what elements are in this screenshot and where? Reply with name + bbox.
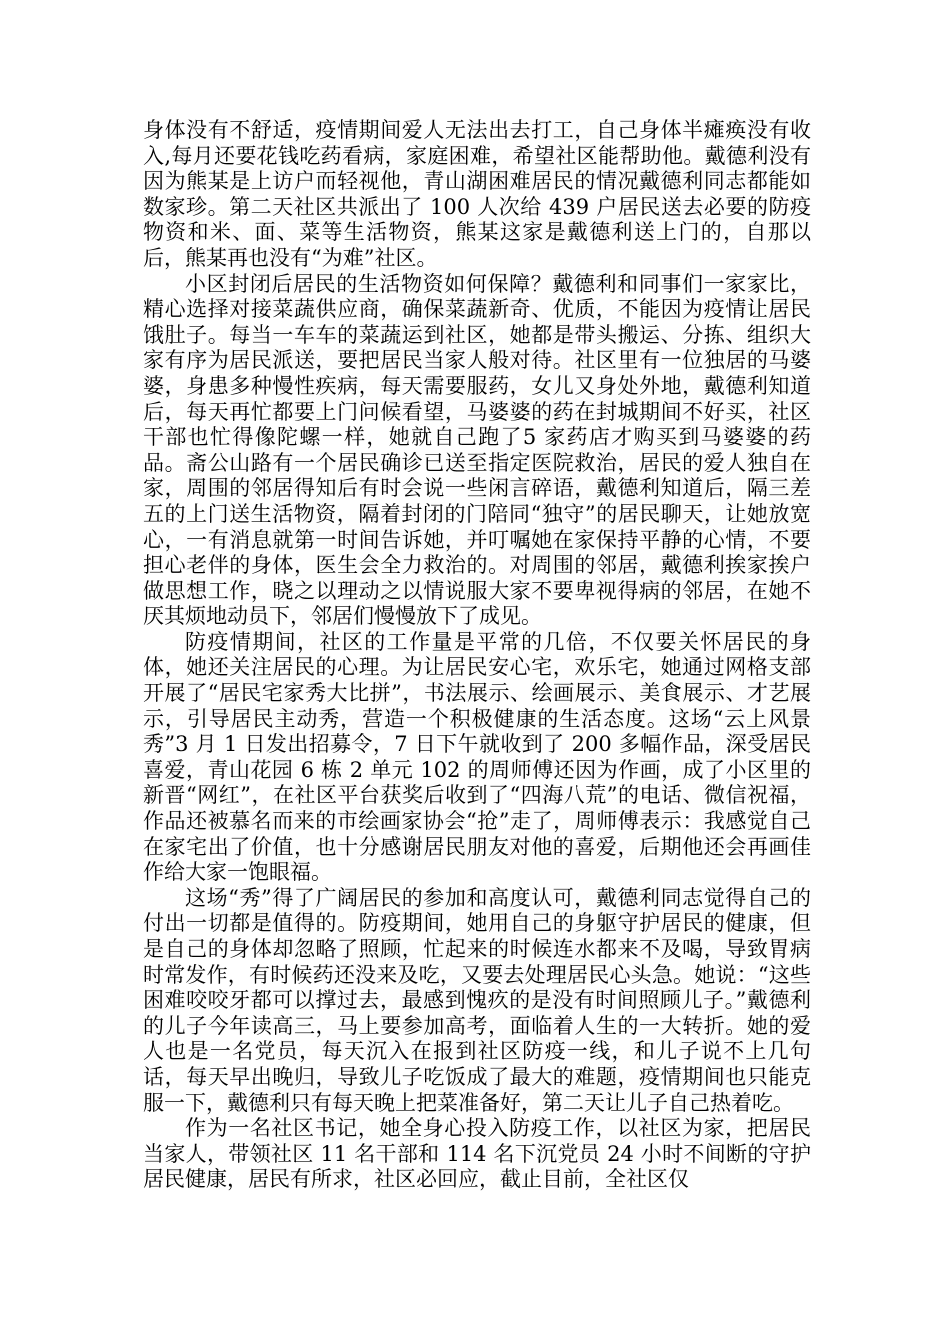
paragraph-show-contest: 防疫情期间，社区的工作量是平常的几倍，不仅要关怀居民的身体，她还关注居民的心理。为让居民安心宅，欢乐宅，她通过网格支部开展了“居民宅家秀大比拼”，书法展示、绘画展示、美食展示、才艺展示，引导居民主动秀，营造一个积极健康的生活态度。这场“云上风景秀”3 月 1 日发出招募令，7 日下午就收到了 200 多幅作品，深受居民喜爱，青山花园 6 栋 2 单元 102 的周师傅还因为作画，成了小区里的新晋“网红”，在社区平台获奖后收到了“四海八荒”的电话、微信祝福，作品还被慕名而来的市绘画家协会“抢”走了，周师傅表示：我感觉自己在家宅出了价值，也十分感谢居民朋友对他的喜爱，后期他还会再画佳作给大家一饱眼福。 [143, 629, 811, 885]
body-text [143, 118, 811, 1193]
paragraph-supplies: 小区封闭后居民的生活物资如何保障？戴德利和同事们一家家比，精心选择对接菜蔬供应商，确保菜蔬新奇、优质，不能因为疫情让居民饿肚子。每当一车车的菜蔬运到社区，她都是带头搬运、分拣、组织大家有序为居民派送，要把居民当家人般对待。社区里有一位独居的马婆婆，身患多种慢性疾病，每天需要服药，女儿又身处外地，戴德利知道后，每天再忙都要上门问候看望，马婆婆的药在封城期间不好买，社区干部也忙得像陀螺一样，她就自己跑了5 家药店才购买到马婆婆的药品。斋公山路有一个居民确诊已送至指定医院救治，居民的爱人独自在家，周围的邻居得知后有时会说一些闲言碎语，戴德利知道后，隔三差五的上门送生活物资，隔着封闭的门陪同“独守”的居民聊天，让她放宽心，一有消息就第一时间告诉她，并叮嘱她在家保持平静的心情，不要担心老伴的身体，医生会全力救治的。对周围的邻居，戴德利挨家挨户做思想工作，晓之以理动之以情说服大家不要卑视得病的邻居，在她不厌其烦地动员下，邻居们慢慢放下了成见。 [143, 271, 811, 629]
paragraph-sacrifice: 这场“秀”得了广阔居民的参加和高度认可，戴德利同志觉得自己的付出一切都是值得的。防疫期间，她用自己的身躯守护居民的健康，但是自己的身体却忽略了照顾，忙起来的时候连水都来不及喝，导致胃病时常发作，有时候药还没来及吃，又要去处理居民心头急。她说：“这些困难咬咬牙都可以撑过去，最感到愧疚的是没有时间照顾儿子。”戴德利的儿子今年读高三，马上要参加高考，面临着人生的一大转折。她的爱人也是一名党员，每天沉入在报到社区防疫一线，和儿子说不上几句话，每天早出晚归，导致儿子吃饭成了最大的难题，疫情期间也只能克服一下，戴德利只有每天晚上把菜准备好，第二天让儿子自己热着吃。 [143, 885, 811, 1115]
paragraph-continuation: 身体没有不舒适，疫情期间爱人无法出去打工，自己身体半瘫痪没有收入,每月还要花钱吃药看病，家庭困难，希望社区能帮助他。戴德利没有因为熊某是上访户而轻视他，青山湖困难居民的情况戴德利同志都能如数家珍。第二天社区共派出了 100 人次给 439 户居民送去必要的防疫物资和米、面、菜等生活物资，熊某这家是戴德利送上门的，自那以后，熊某再也没有“为难”社区。 [143, 118, 811, 270]
paragraph-secretary: 作为一名社区书记，她全身心投入防疫工作，以社区为家，把居民当家人，带领社区 11 名干部和 114 名下沉党员 24 小时不间断的守护居民健康，居民有所求，社区必回应，截止目前，全社区仅 [143, 1116, 811, 1192]
